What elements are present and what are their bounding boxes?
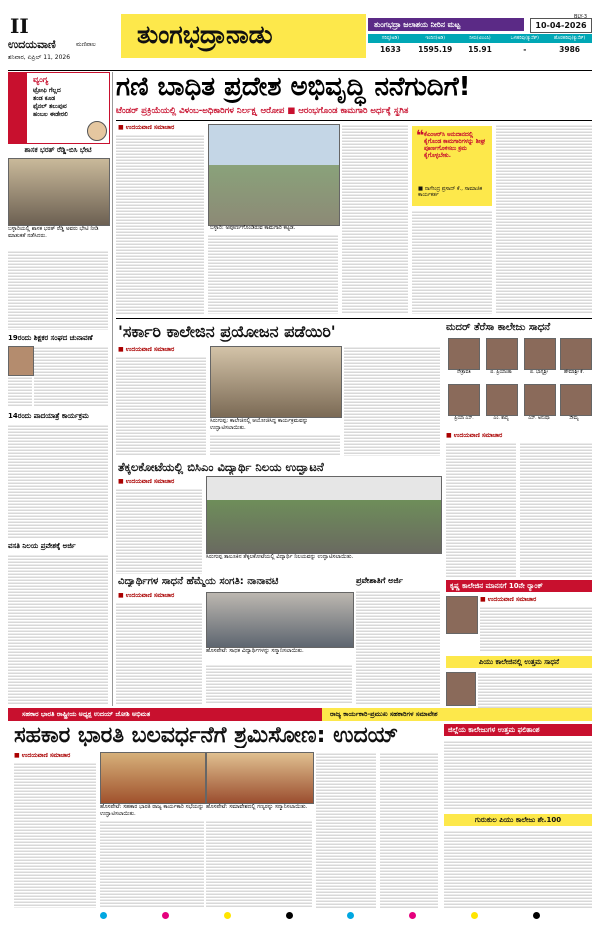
side-story-3-head: ವಸತಿ ನಿಲಯ ಪ್ರವೇಶಕ್ಕೆ ಅರ್ಜಿ bbox=[8, 542, 76, 550]
bottom-photo-1-caption: ಹೊಸಪೇಟೆ: ಸಹಕಾರ ಭಾರತಿ ರಾಜ್ಯ ಕಾರ್ಯಕಾರಿ ಸಭೆಯನ್ನು ಉದ್ಘಾಟಿಸಲಾಯಿತು. bbox=[100, 804, 204, 817]
bottom-photo-2-caption: ಹೊಸಪೇಟೆ: ಸಮಾವೇಶದಲ್ಲಿ ಗಣ್ಯರನ್ನು ಸನ್ಮಾನಿಸಲಾಯಿತು. bbox=[206, 804, 308, 810]
bottom-photo-1 bbox=[100, 752, 206, 804]
admission-body bbox=[356, 590, 440, 704]
hostel-byline: ■ ಉದಯವಾಣಿ ಸಮಾಚಾರ bbox=[118, 478, 175, 485]
lead-bottom-rule bbox=[116, 318, 592, 319]
dam-col-outflow bbox=[547, 34, 592, 58]
column-divider bbox=[112, 72, 113, 706]
student-name: ಪ್ರಿಯಾ ಎಸ್. bbox=[454, 416, 474, 421]
student-portrait bbox=[486, 384, 518, 416]
dam-header: ಗರಿಷ್ಠ(ಅಡಿ) bbox=[368, 34, 413, 43]
cyan-dot bbox=[100, 912, 107, 919]
side-story-body bbox=[8, 250, 108, 330]
section-title: ತುಂಗಭದ್ರಾನಾಡು bbox=[137, 20, 273, 49]
hostel-col-1 bbox=[116, 488, 202, 574]
side-story-1-photo bbox=[8, 346, 34, 376]
dam-table bbox=[368, 34, 592, 58]
side-quote-line: ಹಂಬಲ ಈಡೇರಲಿ bbox=[33, 111, 68, 118]
quote-mark-icon: ❝ bbox=[416, 128, 425, 144]
student-name: ಸೌಮ್ಯ bbox=[569, 416, 579, 421]
section-title-box bbox=[121, 14, 366, 58]
registration-marks bbox=[100, 912, 540, 920]
college-byline: ■ ಉದಯವಾಣಿ ಸಮಾಚಾರ bbox=[118, 346, 175, 353]
dam-col-today bbox=[413, 34, 458, 58]
dam-value: 15.91 bbox=[468, 45, 492, 54]
logo-sub: ಮಣಿಪಾಲ bbox=[76, 41, 96, 48]
dam-level-panel bbox=[368, 18, 592, 60]
edition-code: BLY-3 bbox=[574, 14, 587, 20]
bottom-photo-2 bbox=[206, 752, 314, 804]
masthead-rule bbox=[8, 70, 592, 71]
lead-col-2 bbox=[208, 234, 338, 314]
yellow-dot bbox=[471, 912, 478, 919]
lead-quote-name: ■ ನಾಗೇಂದ್ರ ಪ್ರಸಾದ್ ಕೆ., ಸಾಮಾಜಿಕ ಕಾರ್ಯಕರ್ತ bbox=[418, 186, 483, 199]
puc-headline: ಪಿಯು ಕಾಲೇಜಿನಲ್ಲಿ ಉತ್ತಮ ಸಾಧನೆ bbox=[478, 658, 560, 666]
side-quote-box bbox=[8, 72, 110, 144]
lead-col-4 bbox=[412, 210, 492, 314]
side-story-2-body bbox=[8, 424, 108, 538]
students-photo bbox=[206, 592, 354, 648]
college-col-2 bbox=[210, 434, 340, 456]
dam-value: 1595.19 bbox=[418, 45, 453, 54]
dam-col-max bbox=[368, 34, 413, 58]
admission-headline: ಪ್ರವೇಶಾತಿಗೆ ಅರ್ಜಿ bbox=[356, 576, 403, 585]
banner-right: ರಾಜ್ಯ ಕಾರ್ಯಕಾರಿ-ಪ್ರಮುಖ ಸಹಕಾರಿಗಳ ಸಮಾವೇಶ bbox=[330, 710, 438, 718]
dam-col-tmc bbox=[458, 34, 503, 58]
puc-headline-bar bbox=[446, 656, 592, 668]
lead-quote-box bbox=[412, 126, 492, 206]
side-story-1-body-more bbox=[8, 376, 32, 406]
student-portrait bbox=[524, 338, 556, 370]
lead-col-5 bbox=[496, 124, 592, 314]
puc-photo bbox=[446, 672, 476, 706]
yellow-dot bbox=[224, 912, 231, 919]
side-quote-head: ವ್ಯಂಗ್ಯ bbox=[33, 75, 49, 84]
gurukul-headline: ಗುರುಕುಲ ಪಿಯು ಕಾಲೇಜು ಶೇ.100 bbox=[474, 816, 562, 824]
side-meet-head: ಶಾಸಕ ಭರತ್ ರೆಡ್ಡಿ-ಬಿಸಿ ಭೇಟಿ bbox=[24, 146, 92, 154]
bottom-col-3 bbox=[206, 820, 312, 908]
rank-photo bbox=[446, 596, 478, 634]
side-story-1-body bbox=[34, 346, 108, 406]
student-portrait bbox=[486, 338, 518, 370]
teresa-col-1 bbox=[446, 442, 516, 578]
rank-headline: ಕೃಷ್ಣ ಕಾಲೇಜಿನ ಮಾನಸಗೆ 10ನೇ ರ್‍ಯಾಂಕ್ bbox=[450, 582, 543, 590]
student-name: ಬಿ. ಭಾಗ್ಯಶ್ರೀ bbox=[530, 370, 548, 375]
student-portrait bbox=[524, 384, 556, 416]
hostel-photo bbox=[206, 476, 442, 554]
rank-byline: ■ ಉದಯವಾಣಿ ಸಮಾಚಾರ bbox=[480, 596, 537, 603]
black-dot bbox=[533, 912, 540, 919]
logo-name: ಉದಯವಾಣಿ bbox=[8, 38, 56, 51]
side-story-2-head: 14ರಂದು ಪಾದಯಾತ್ರೆ ಕಾರ್ಯಕ್ರಮ bbox=[8, 412, 89, 420]
students-col-2 bbox=[206, 664, 352, 704]
cyan-dot bbox=[347, 912, 354, 919]
student-name: ಹೇಮಾಶ್ರೀ ಕೆ. bbox=[564, 370, 584, 375]
student-portrait bbox=[448, 338, 480, 370]
dist-headline-bar bbox=[444, 724, 592, 736]
black-dot bbox=[286, 912, 293, 919]
college-col-1 bbox=[116, 356, 206, 456]
side-meet-caption: ಬಳ್ಳಾರಿಯಲ್ಲಿ ಶಾಸಕ ಭರತ್ ರೆಡ್ಡಿ ಅವರು ಭೇಟಿ ನೀಡಿ ಮಾತುಕತೆ ನಡೆಸಿದರು. bbox=[8, 226, 99, 239]
college-col-3 bbox=[344, 346, 440, 456]
rank-body bbox=[480, 606, 592, 652]
bottom-col-5 bbox=[380, 752, 438, 908]
dam-header: ಒಳಹರಿವು(ಕ್ಯುಸೆಕ್) bbox=[502, 34, 547, 43]
date-line: ಶನಿವಾರ, ಏಪ್ರಿಲ್ 11, 2026 bbox=[8, 54, 71, 61]
rank-headline-bar bbox=[446, 580, 592, 592]
hostel-headline: ತೆಕ್ಕಲಕೋಟೆಯಲ್ಲಿ ಬಿಸಿಎಂ ವಿದ್ಯಾರ್ಥಿ ನಿಲಯ ಉದ್ಘಾಟನೆ bbox=[118, 460, 324, 474]
dam-header: ನೀರು(ಟಿಎಂಸಿ) bbox=[458, 34, 503, 43]
lead-quote-text: ಕೆಎಂಆರ್‌ಸಿ ಅನುದಾನದಲ್ಲಿ ಕೈಗೊಂಡ ಕಾಮಗಾರಿಗಳನ್ನು ಶೀಘ್ರ ಪೂರ್ಣಗೊಳಿಸಲು ಕ್ರಮ ಕೈಗೊಳ್ಳಬೇಕು. bbox=[424, 132, 486, 159]
dist-headline: ಜಿಲ್ಲೆಯ ಕಾಲೇಜುಗಳ ಉತ್ತಮ ಫಲಿತಾಂಶ bbox=[448, 726, 540, 734]
gurukul-body bbox=[444, 830, 592, 908]
lead-col-3 bbox=[342, 124, 408, 314]
side-quote-line: ಟ್ರೋಫಿ ಗೆಲ್ಲದ bbox=[33, 87, 61, 94]
side-story-3-body bbox=[8, 554, 108, 704]
lead-subhead: ಟೆಂಡರ್ ಪ್ರಕ್ರಿಯೆಯಲ್ಲಿ ವಿಳಂಬ-ಅಧಿಕಾರಿಗಳ ನಿರ್ಲಕ್ಷ್ಯ ಆರೋಪ ■ ಆರಂಭಗೊಂಡ ಕಾಮಗಾರಿ ಅರ್ಧಕ್ಕೆ ಸ್ಥಗಿತ bbox=[116, 106, 409, 116]
logo-roman: II bbox=[10, 14, 29, 38]
side-quote-line: ತಂಡ ಕೂಡ bbox=[33, 95, 56, 102]
dam-header: ಇಂದಿನ(ಅಡಿ) bbox=[413, 34, 458, 43]
dam-value: 3986 bbox=[559, 45, 581, 54]
side-story-1-head: 19ರಂದು ಶಿಕ್ಷಕರ ಸಂಘದ ಚುನಾವಣೆ bbox=[8, 334, 93, 342]
masthead bbox=[8, 14, 592, 70]
college-photo bbox=[210, 346, 342, 418]
lead-headline: ಗಣಿ ಬಾಧಿತ ಪ್ರದೇಶ ಅಭಿವೃದ್ಧಿ ನನೆಗುದಿಗೆ! bbox=[116, 72, 471, 102]
teresa-byline: ■ ಉದಯವಾಣಿ ಸಮಾಚಾರ bbox=[446, 432, 503, 439]
lead-col-1 bbox=[116, 134, 204, 314]
student-portrait bbox=[448, 384, 480, 416]
dam-header: ಹೊರಹರಿವು(ಕ್ಯುಸೆಕ್) bbox=[547, 34, 592, 43]
side-quote-line: ಫೈನಲ್ ತಲುಪುವ bbox=[33, 103, 67, 110]
magenta-dot bbox=[162, 912, 169, 919]
banner-strip bbox=[8, 708, 592, 721]
dam-title: ತುಂಗಭದ್ರಾ ಜಲಾಶಯ ನೀರಿನ ಮಟ್ಟ bbox=[368, 18, 524, 31]
dam-value: - bbox=[523, 45, 527, 54]
students-headline: ವಿದ್ಯಾರ್ಥಿಗಳ ಸಾಧನೆ ಹೆಮ್ಮೆಯ ಸಂಗತಿ: ನಾನಾವಟಿ bbox=[118, 576, 279, 587]
students-col-1 bbox=[116, 602, 202, 704]
bottom-byline: ■ ಉದಯವಾಣಿ ಸಮಾಚಾರ bbox=[14, 752, 71, 759]
gurukul-headline-bar bbox=[444, 814, 592, 826]
cartoon-icon bbox=[87, 121, 107, 141]
lead-photo-caption: ಬಳ್ಳಾರಿ: ಅಪೂರ್ಣಗೊಂಡಿರುವ ಕಾಮಗಾರಿ ಕಟ್ಟಡ. bbox=[210, 225, 296, 231]
student-name: ಎಂ. ಕಾವ್ಯ bbox=[493, 416, 509, 421]
lead-rule bbox=[116, 120, 592, 121]
bottom-col-2 bbox=[100, 820, 204, 908]
lead-byline: ■ ಉದಯವಾಣಿ ಸಮಾಚಾರ bbox=[118, 124, 175, 131]
student-name: ಬಿ. ಪ್ರಿಯಾಂಕಾ bbox=[490, 370, 512, 375]
lead-photo bbox=[208, 124, 340, 226]
bottom-col-1 bbox=[14, 762, 96, 908]
dam-value: 1633 bbox=[379, 45, 401, 54]
dam-date: 10-04-2026 bbox=[530, 18, 592, 33]
teresa-col-2 bbox=[520, 442, 592, 578]
students-byline: ■ ಉದಯವಾಣಿ ಸಮಾಚಾರ bbox=[118, 592, 175, 599]
side-vertical-label bbox=[9, 73, 27, 143]
dist-body bbox=[444, 740, 592, 810]
student-name: ಎಸ್. ಅನುಷಾ bbox=[528, 416, 550, 421]
student-name: ನೇತ್ರಾವತಿ bbox=[457, 370, 471, 375]
banner-left: ಸಹಕಾರ ಭಾರತಿ ರಾಷ್ಟ್ರೀಯ ಅಧ್ಯಕ್ಷ ಉದಯ್ ಜೋಶಿ ಅಭಿಮತ bbox=[8, 708, 322, 721]
teresa-headline: ಮದರ್ ತೆರೆಸಾ ಕಾಲೇಜು ಸಾಧನೆ bbox=[446, 322, 551, 333]
college-headline: 'ಸರ್ಕಾರಿ ಕಾಲೇಜಿನ ಪ್ರಯೋಜನ ಪಡೆಯಿರಿ' bbox=[118, 322, 336, 341]
bottom-headline: ಸಹಕಾರ ಭಾರತಿ ಬಲವರ್ಧನೆಗೆ ಶ್ರಮಿಸೋಣ: ಉದಯ್ bbox=[14, 723, 399, 748]
student-portrait bbox=[560, 384, 592, 416]
students-photo-caption: ಹೊಸಪೇಟೆ: ಸಾಧಕ ವಿದ್ಯಾರ್ಥಿಗಳನ್ನು ಸನ್ಮಾನಿಸಲಾಯಿತು. bbox=[206, 648, 304, 654]
student-portrait bbox=[560, 338, 592, 370]
bottom-col-4 bbox=[316, 752, 376, 908]
college-photo-caption: ಸಿರುಗುಪ್ಪ: ಕಾಲೇಜಿನಲ್ಲಿ ಆಯೋಜಿಸಿದ್ದ ಕಾರ್ಯಕ್ರಮವನ್ನು ಉದ್ಘಾಟಿಸಲಾಯಿತು. bbox=[210, 418, 309, 431]
side-meet-photo bbox=[8, 158, 110, 226]
teresa-photo-grid bbox=[446, 338, 592, 428]
dam-col-inflow bbox=[502, 34, 547, 58]
magenta-dot bbox=[409, 912, 416, 919]
hostel-photo-caption: ಸಿರುಗುಪ್ಪ ತಾಲೂಕಿನ ತೆಕ್ಕಲಕೋಟೆಯಲ್ಲಿ ವಿದ್ಯಾರ್ಥಿ ನಿಲಯವನ್ನು ಉದ್ಘಾಟಿಸಲಾಯಿತು. bbox=[206, 554, 354, 560]
